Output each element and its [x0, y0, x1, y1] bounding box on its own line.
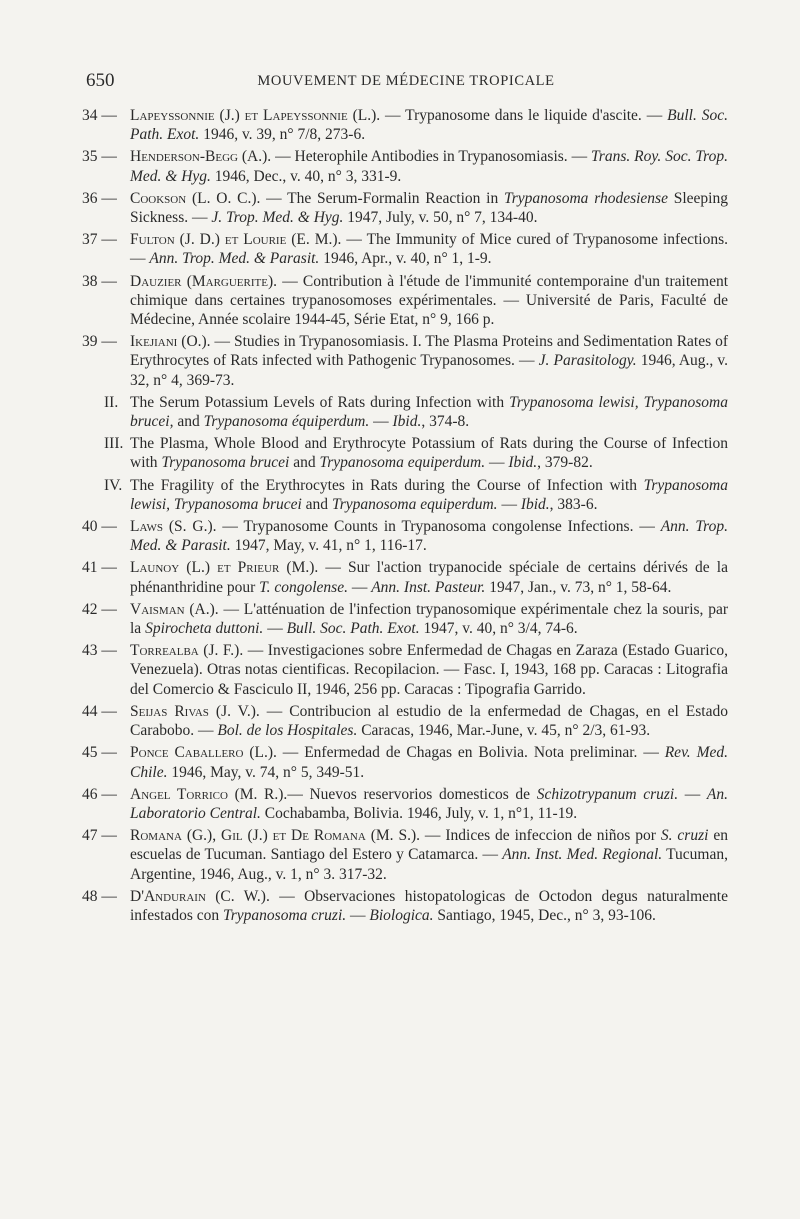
subentry-number: II. — [104, 393, 119, 411]
reference-details: , 374-8. — [421, 413, 470, 431]
reference-journal: Ibid. — [520, 495, 550, 513]
reference-journal: Bull. Soc. Path. Exot. — [286, 620, 420, 638]
reference-number: 37 — — [82, 231, 117, 249]
reference-text: — Contribucion al estudio de la enfermedad de Chagas, en el Estado Carabobo. — — [130, 702, 728, 740]
subentry-number: IV. — [104, 476, 123, 494]
reference-details: — — [369, 413, 393, 431]
reference-text: — Investigaciones sobre Enfermedad de Chagas en Zaraza (Estado Guarico, Venezuela). Otras notas cientificas. Recopilacion. — Fasc. I, 1943, 168 pp. Caracas : Litografia del Comercio & Fasciculo II, 1946, 256 pp. Caracas : Tipografia Garrido. — [130, 642, 729, 698]
reference-journal: Rev. Med. Chile. — [130, 744, 728, 781]
reference-journal: Ibid. — [392, 413, 422, 431]
reference-entry — [82, 147, 728, 185]
reference-text: The Fragility of the Erythrocytes in Rats during the Course of Infection with — [130, 476, 644, 494]
reference-authors: Seijas Rivas (J. V.). — [130, 702, 260, 720]
reference-details: — — [347, 578, 372, 596]
reference-details: Santiago, 1945, Dec., n° 3, 93-106. — [433, 906, 656, 924]
reference-subentry — [82, 393, 728, 431]
reference-journal: Ann. Trop. Med. & Parasit. — [130, 518, 728, 555]
reference-journal: Biologica. — [369, 906, 434, 924]
reference-details: Cochabamba, Bolivia. 1946, July, v. 1, n°1, 11-19. — [260, 804, 578, 822]
reference-authors: Cookson (L. O. C.). — [130, 189, 261, 207]
reference-subentry — [82, 434, 728, 472]
reference-number: 47 — — [82, 827, 117, 845]
reference-text: — The Serum-Formalin Reaction in — [260, 189, 504, 207]
reference-journal: Trypanosoma rhodesiense — [504, 189, 668, 207]
reference-number: 46 — — [82, 785, 117, 803]
reference-entry — [82, 826, 728, 884]
reference-journal: Ann. Inst. Med. Regional. — [502, 846, 663, 864]
reference-details: Tucuman, Argentine, 1946, Aug., v. 1, n° 3. 317-32. — [130, 846, 728, 883]
reference-journal: Ann. Trop. Med. & Parasit. — [149, 250, 320, 268]
page-number: 650 — [86, 70, 115, 91]
reference-journal: Spirocheta duttoni. — [145, 620, 264, 638]
reference-authors: Ikejiani (O.). — [130, 333, 211, 351]
reference-details: 1946, May, v. 74, n° 5, 349-51. — [167, 763, 365, 781]
reference-journal: Trypanosoma lewisi, Trypanosoma brucei — [130, 476, 728, 513]
reference-text: — The Immunity of Mice cured of Trypanosome infections. — — [130, 231, 728, 268]
reference-journal: Bol. de los Hospitales. — [217, 722, 358, 740]
reference-details: and — [301, 495, 332, 513]
reference-authors: Vaisman (A.). — [130, 600, 219, 618]
reference-text: — Sur l'action trypanocide spéciale de certains dérivés de la phénanthridine pour — [130, 559, 728, 596]
reference-details: 1947, Jan., v. 73, n° 1, 58-64. — [485, 578, 672, 596]
reference-authors: Dauzier (Marguerite). — [130, 272, 278, 290]
reference-text: — Heterophile Antibodies in Trypanosomiasis. — — [271, 148, 592, 166]
reference-subentry — [82, 476, 728, 514]
reference-journal: T. congolense. — [259, 578, 348, 596]
reference-details: 1947, July, v. 50, n° 7, 134-40. — [343, 209, 538, 227]
reference-details: — — [485, 454, 509, 472]
reference-number: 48 — — [82, 887, 117, 905]
reference-details: — — [263, 620, 287, 638]
page-header — [86, 70, 726, 94]
reference-number: 45 — — [82, 744, 117, 762]
reference-number: 43 — — [82, 642, 117, 660]
reference-entry — [82, 702, 728, 740]
reference-journal: Schizotrypanum cruzi. — [536, 785, 679, 803]
reference-details: , 383-6. — [549, 495, 598, 513]
subentry-number: III. — [104, 435, 124, 453]
reference-journal: J. Trop. Med. & Hyg. — [211, 209, 344, 227]
reference-details: 1947, v. 40, n° 3/4, 74-6. — [419, 620, 578, 638]
reference-authors: Henderson-Begg (A.). — [130, 148, 272, 166]
reference-text: — Nuevos reservorios domesticos de — [287, 785, 537, 803]
reference-details: — — [346, 906, 370, 924]
reference-text: The Serum Potassium Levels of Rats during Infection with — [130, 393, 510, 411]
reference-authors: Launoy (L.) et Prieur (M.). — [130, 559, 319, 577]
reference-text: The Plasma, Whole Blood and Erythrocyte Potassium of Rats during the Course of Infection with — [130, 435, 728, 472]
reference-number: 42 — — [82, 600, 117, 618]
reference-entry — [82, 272, 728, 330]
reference-number: 39 — — [82, 333, 117, 351]
reference-text: — Indices de infeccion de niños por — [420, 827, 661, 845]
running-head: MOUVEMENT DE MÉDECINE TROPICALE — [257, 73, 555, 89]
reference-journal: Trypanosoma lewisi, Trypanosoma brucei, — [130, 393, 728, 431]
reference-authors: Romana (G.), Gil (J.) et De Romana (M. S.). — [130, 827, 420, 845]
reference-authors: Ponce Caballero (L.). — [130, 744, 277, 762]
reference-entry — [82, 887, 728, 925]
reference-details: 1946, Dec., v. 40, n° 3, 331-9. — [210, 167, 402, 185]
reference-text: — Contribution à l'étude de l'immunité contemporaine d'un traitement chimique dans certaines trypanosomoses expérimentales. — Université de Paris, Faculté de Médecine, Année scolaire 1944-45, Série Etat, n° 9, 166 p. — [130, 272, 729, 329]
reference-details: 1946, Apr., v. 40, n° 1, 1-9. — [319, 250, 492, 268]
reference-entry — [82, 189, 728, 227]
reference-journal: Ibid. — [508, 454, 538, 472]
reference-details: 1946, Aug., v. 32, n° 4, 369-73. — [130, 352, 728, 389]
reference-journal: Bull. Soc. Path. Exot. — [130, 107, 728, 144]
reference-list — [82, 106, 728, 928]
reference-entry — [82, 743, 728, 781]
reference-details: and — [173, 413, 204, 431]
reference-number: 35 — — [82, 148, 117, 166]
reference-journal: Trypanosoma brucei — [161, 454, 290, 472]
reference-text: — Studies in Trypanosomiasis. I. The Plasma Proteins and Sedimentation Rates of Erythrocytes of Rats infected with Pathogenic Trypanosomes. — — [130, 333, 729, 370]
reference-entry — [82, 517, 728, 555]
reference-authors: D'Andurain (C. W.). — [130, 887, 270, 905]
reference-details: — — [497, 495, 521, 513]
reference-details: Caracas, 1946, Mar.-June, v. 45, n° 2/3, 61-93. — [357, 722, 651, 740]
reference-entry — [82, 600, 728, 638]
reference-journal: An. Laboratorio Central. — [130, 785, 729, 822]
reference-journal: Trypanosoma cruzi. — [222, 906, 347, 924]
reference-entry — [82, 332, 728, 390]
reference-text: — Enfermedad de Chagas en Bolivia. Nota preliminar. — — [276, 744, 665, 762]
reference-details: and — [289, 454, 320, 472]
reference-number: 38 — — [82, 272, 117, 290]
reference-authors: Angel Torrico (M. R.). — [130, 785, 288, 803]
reference-details: , 379-82. — [537, 454, 593, 472]
reference-number: 36 — — [82, 189, 117, 207]
reference-journal: Trypanosoma equiperdum. — [331, 495, 498, 513]
reference-authors: Fulton (J. D.) et Lourie (E. M.). — [130, 231, 342, 249]
reference-details: 1946, v. 39, n° 7/8, 273-6. — [199, 126, 366, 144]
reference-journal: Ann. Inst. Pasteur. — [371, 578, 486, 596]
reference-journal: J. Parasitology. — [538, 352, 637, 370]
reference-journal: Trans. Roy. Soc. Trop. Med. & Hyg. — [130, 148, 728, 185]
reference-number: 41 — — [82, 559, 117, 577]
reference-entry — [82, 641, 728, 699]
reference-text: — L'atténuation de l'infection trypanosomique expérimentale chez la souris, par la — [130, 600, 728, 638]
reference-text: — Trypanosome dans le liquide d'ascite. — — [380, 107, 668, 124]
reference-text: — Observaciones histopatologicas de Octodon degus naturalmente infestados con — [130, 887, 728, 924]
reference-entry — [82, 558, 728, 596]
reference-entry — [82, 785, 728, 823]
reference-journal: Trypanosoma équiperdum. — [203, 413, 370, 431]
reference-details: 1947, May, v. 41, n° 1, 116-17. — [230, 537, 427, 555]
reference-entry — [82, 106, 728, 144]
reference-entry — [82, 230, 728, 268]
reference-number: 40 — — [82, 518, 117, 536]
reference-journal: S. cruzi — [660, 827, 709, 845]
reference-number: 34 — — [82, 107, 117, 124]
reference-details: — — [678, 785, 707, 803]
reference-number: 44 — — [82, 702, 117, 720]
reference-authors: Laws (S. G.). — [130, 518, 217, 536]
reference-authors: Torrealba (J. F.). — [130, 642, 244, 660]
reference-details: en escuelas de Tucuman. Santiago del Estero y Catamarca. — — [130, 827, 728, 864]
reference-journal: Trypanosoma equiperdum. — [319, 454, 486, 472]
reference-details: Sleeping Sickness. — — [130, 189, 728, 227]
reference-text: — Trypanosome Counts in Trypanosoma congolense Infections. — — [216, 518, 661, 536]
reference-authors: Lapeyssonnie (J.) et Lapeyssonnie (L.). — [130, 107, 381, 124]
